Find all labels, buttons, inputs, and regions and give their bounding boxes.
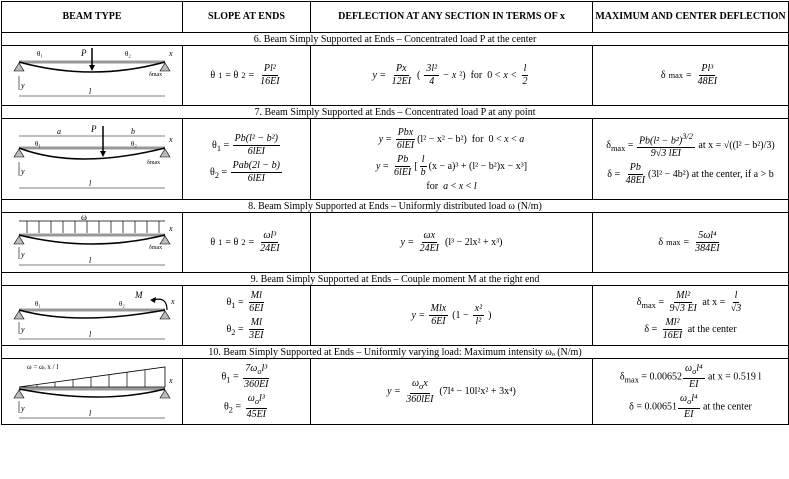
deflection-7: y = $\frac{\text{Pbx}}{\text{6lEI}}$ (l² − x² − b²) for 0 < x < a y = $\frac{Pb}{\text{6lEI}}$ [ $\frac{l}{b}$ (x − a)³ + (l² − b²)x − x³] for a < x < l — [311, 119, 593, 200]
deflection-9: y = $\frac{\text{Mlx}}{6EI}$ (1 − $\frac{\text{x²}}{\text{l²}}$ ) — [311, 286, 593, 346]
svg-text:l: l — [89, 256, 92, 265]
label-theta2: θ₂ — [125, 50, 131, 58]
header-deflection-x: DEFLECTION AT ANY SECTION IN TERMS OF x — [311, 2, 593, 33]
beam-diagram-7 — [2, 119, 183, 200]
beam-diagram-6 — [2, 46, 183, 106]
svg-text:δmax: δmax — [149, 245, 163, 251]
section-title-6: 6. Beam Simply Supported at Ends – Concentrated load P at the center — [2, 33, 789, 46]
svg-text:δmax: δmax — [147, 159, 161, 166]
label-P: P — [81, 48, 87, 58]
svg-text:P: P — [91, 123, 97, 134]
deflection-6: y = $\frac{Px}{12EI}$ ( $\frac{\text{3l²}}{4}$ − x ²) for 0 < x < $\frac{l}{2}$ — [311, 46, 593, 106]
svg-text:x: x — [169, 134, 173, 144]
svg-text:y: y — [21, 325, 25, 334]
label-l: l — [89, 87, 92, 96]
svg-text:l: l — [89, 178, 92, 188]
slope-9: $\theta_1$ = $\frac{Ml}{6EI}$ $\theta_2$ = $\frac{Ml}{3EI}$ — [183, 286, 311, 346]
max-deflection-10: $\delta_{max} = 0.00652$ $\frac{\omega_ol^4}{EI}$ at x = 0.519 l δ = 0.00651 $\frac{\omega_ol^4}{EI}$ at the center — [593, 359, 789, 425]
table-row — [2, 359, 789, 425]
max-deflection-6: δ max = $\frac{\text{Pl³}}{48EI}$ — [593, 46, 789, 106]
svg-text:ω: ω — [81, 213, 87, 222]
beam-deflection-table — [1, 1, 789, 425]
table-row — [2, 213, 789, 273]
section-title-7: 7. Beam Simply Supported at Ends – Concentrated load P at any point — [2, 106, 789, 119]
label-theta1: θ₁ — [37, 50, 43, 58]
label-delta-max: δmax — [149, 72, 163, 78]
slope-6: θ 1 = θ 2 = $\frac{\text{Pl²}}{16EI}$ — [183, 46, 311, 106]
svg-text:x: x — [169, 376, 173, 385]
slope-7: $\theta_1$ = $\frac{\text{Pb(l² − b²)}}{\text{6lEI}}$ $\theta_2$ = $\frac{\text{Pab(2l − b)}}{\text{6lEI}}$ — [183, 119, 311, 200]
header-slope: SLOPE AT ENDS — [183, 2, 311, 33]
svg-text:θ₂: θ₂ — [131, 139, 137, 148]
slope-8: θ 1 = θ 2 = $\frac{\text{ωl³}}{24EI}$ — [183, 213, 311, 273]
header-row — [2, 2, 789, 33]
max-deflection-7: $\delta_{max}$ = $\frac{Pb(l^2 - b^2)^{3/2}}{\text{9√3 lEI}}$ at x = √((l² − b²)/3) δ = $\frac{Pb}{48EI}$ (3l² − 4b²) at the center, if a > b — [593, 119, 789, 200]
beam-diagram-10 — [2, 359, 183, 425]
label-x: x — [169, 49, 173, 58]
svg-text:l: l — [89, 409, 92, 418]
section-title-8: 8. Beam Simply Supported at Ends – Uniformly distributed load ω (N/m) — [2, 200, 789, 213]
table-row — [2, 286, 789, 346]
svg-text:a: a — [57, 126, 61, 136]
beam-diagram-8 — [2, 213, 183, 273]
svg-text:x: x — [169, 224, 173, 233]
svg-text:y: y — [21, 166, 25, 176]
slope-10: $\theta_1$ = $\frac{7\omega_ol^3}{360EI}$ $\theta_2$ = $\frac{\omega_ol^3}{45EI}$ — [183, 359, 311, 425]
max-deflection-8: δ max = $\frac{\text{5ωl⁴}}{384EI}$ — [593, 213, 789, 273]
svg-text:M: M — [135, 290, 143, 300]
section-title-9: 9. Beam Simply Supported at Ends – Couple moment M at the right end — [2, 273, 789, 286]
svg-text:θ₁: θ₁ — [35, 300, 41, 308]
svg-text:y: y — [21, 404, 25, 413]
label-y: y — [21, 81, 25, 90]
svg-text:b: b — [131, 126, 135, 136]
section-title-10: 10. Beam Simply Supported at Ends – Uniformly varying load: Maximum intensity ωₒ (N/m) — [2, 346, 789, 359]
max-deflection-9: $\delta_{max}$ = $\frac{\text{Ml²}}{9√3 EI}$ at x = $\frac{l}{√3}$ δ = $\frac{\text{Ml²}}{16EI}$ at the center — [593, 286, 789, 346]
svg-text:y: y — [21, 250, 25, 259]
header-beam-type: BEAM TYPE — [2, 2, 183, 33]
svg-text:l: l — [89, 330, 92, 339]
svg-text:x: x — [171, 297, 175, 306]
table-row — [2, 119, 789, 200]
beam-diagram-9 — [2, 286, 183, 346]
svg-text:ω = ωₒ x / l: ω = ωₒ x / l — [27, 363, 59, 371]
svg-text:θ₂: θ₂ — [119, 300, 125, 308]
deflection-10: y = $\frac{\omega_ox}{\text{360lEI}}$ (7l⁴ − 10l²x² + 3x⁴) — [311, 359, 593, 425]
deflection-8: y = $\frac{\omega x}{24EI}$ (l³ − 2lx² + x³) — [311, 213, 593, 273]
header-max-center: MAXIMUM AND CENTER DEFLECTION — [593, 2, 789, 33]
svg-text:θ₁: θ₁ — [35, 139, 41, 148]
table-row — [2, 46, 789, 106]
